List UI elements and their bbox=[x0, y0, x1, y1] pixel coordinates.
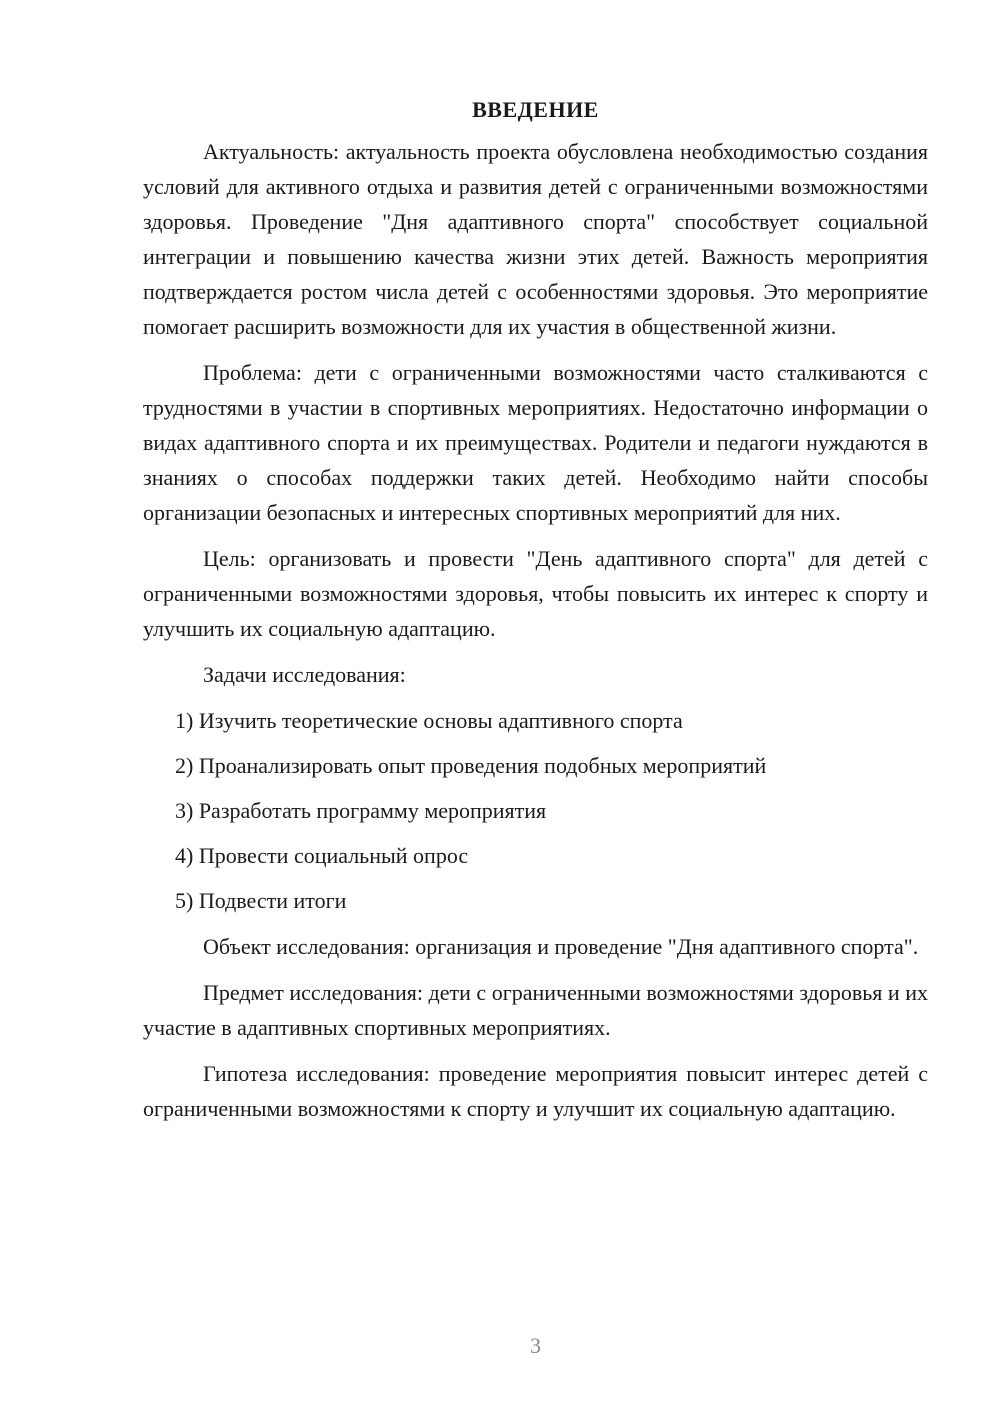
paragraph-problem: Проблема: дети с ограниченными возможностями часто сталкиваются с трудностями в участии в спортивных мероприятиях. Недостаточно информации о видах адаптивного спорта и их преимуществах. Родители и педагоги нуждаются в знаниях о способах поддержки таких детей. Необходимо найти способы организации безопасных и интересных спортивных мероприятий для них. bbox=[143, 360, 928, 525]
paragraph-relevance: Актуальность: актуальность проекта обусловлена необходимостью создания условий для активного отдыха и развития детей с ограниченными возможностями здоровья. Проведение "Дня адаптивного спорта" способствует социальной интеграции и повышению качества жизни этих детей. Важность мероприятия подтверждается ростом числа детей с особенностями здоровья. Это мероприятие помогает расширить возможности для их участия в общественной жизни. bbox=[143, 139, 928, 339]
document-page bbox=[143, 95, 928, 1137]
list-item: 4) Провести социальный опрос bbox=[175, 843, 469, 868]
list-item: 5) Подвести итоги bbox=[175, 888, 347, 913]
page-number: 3 bbox=[530, 1333, 541, 1358]
list-item: 2) Проанализировать опыт проведения подобных мероприятий bbox=[175, 753, 767, 778]
list-item: 1) Изучить теоретические основы адаптивного спорта bbox=[175, 708, 683, 733]
list-item: 3) Разработать программу мероприятия bbox=[175, 798, 547, 823]
tasks-list bbox=[143, 703, 928, 918]
paragraph-goal: Цель: организовать и провести "День адаптивного спорта" для детей с ограниченными возможностями здоровья, чтобы повысить их интерес к спорту и улучшить их социальную адаптацию. bbox=[143, 546, 928, 641]
paragraph-hypothesis: Гипотеза исследования: проведение мероприятия повысит интерес детей с ограниченными возможностями к спорту и улучшит их социальную адаптацию. bbox=[143, 1061, 928, 1121]
tasks-heading: Задачи исследования: bbox=[203, 662, 406, 687]
page-title: ВВЕДЕНИЕ bbox=[472, 97, 599, 122]
paragraph-subject: Предмет исследования: дети с ограниченными возможностями здоровья и их участие в адаптивных спортивных мероприятиях. bbox=[143, 980, 928, 1040]
paragraph-object: Объект исследования: организация и проведение "Дня адаптивного спорта". bbox=[203, 934, 919, 959]
